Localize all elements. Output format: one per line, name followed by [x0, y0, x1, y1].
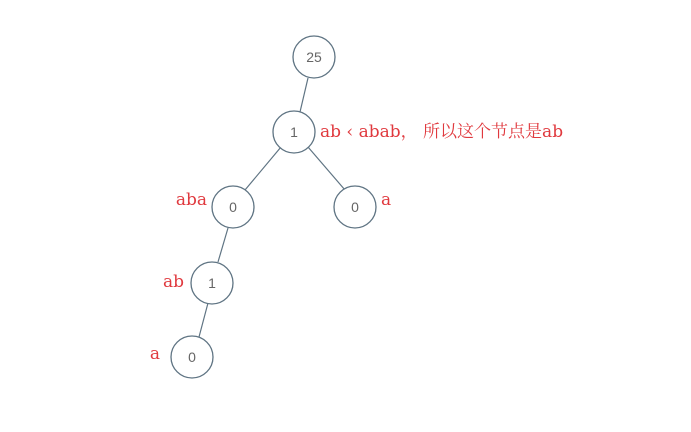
edge-root-n1 — [300, 78, 308, 112]
tree-node-n5 — [171, 336, 213, 378]
tree-node-root — [293, 36, 335, 78]
node-value: 1 — [290, 124, 298, 140]
edge-n1-n3 — [308, 147, 345, 190]
tree-node-n3 — [334, 186, 376, 228]
node-n3-label: a — [381, 190, 392, 210]
node-n1-annotation: ab ‹ abab， 所以这个节点是ab — [320, 122, 564, 142]
edge-n4-n5 — [199, 303, 208, 337]
tree-node-n4 — [191, 262, 233, 304]
tree-node-n1 — [273, 111, 315, 153]
node-value: 0 — [229, 199, 237, 215]
tree-node-n2 — [212, 186, 254, 228]
node-n2-label: aba — [175, 190, 207, 210]
node-n5-label: a — [149, 344, 160, 364]
node-n4-label: ab — [162, 272, 184, 292]
edge-n1-n2 — [245, 147, 281, 190]
edge-n2-n4 — [218, 228, 228, 262]
node-value: 0 — [351, 199, 359, 215]
node-value: 0 — [188, 349, 196, 365]
node-value: 1 — [208, 275, 216, 291]
node-value: 25 — [306, 49, 322, 65]
